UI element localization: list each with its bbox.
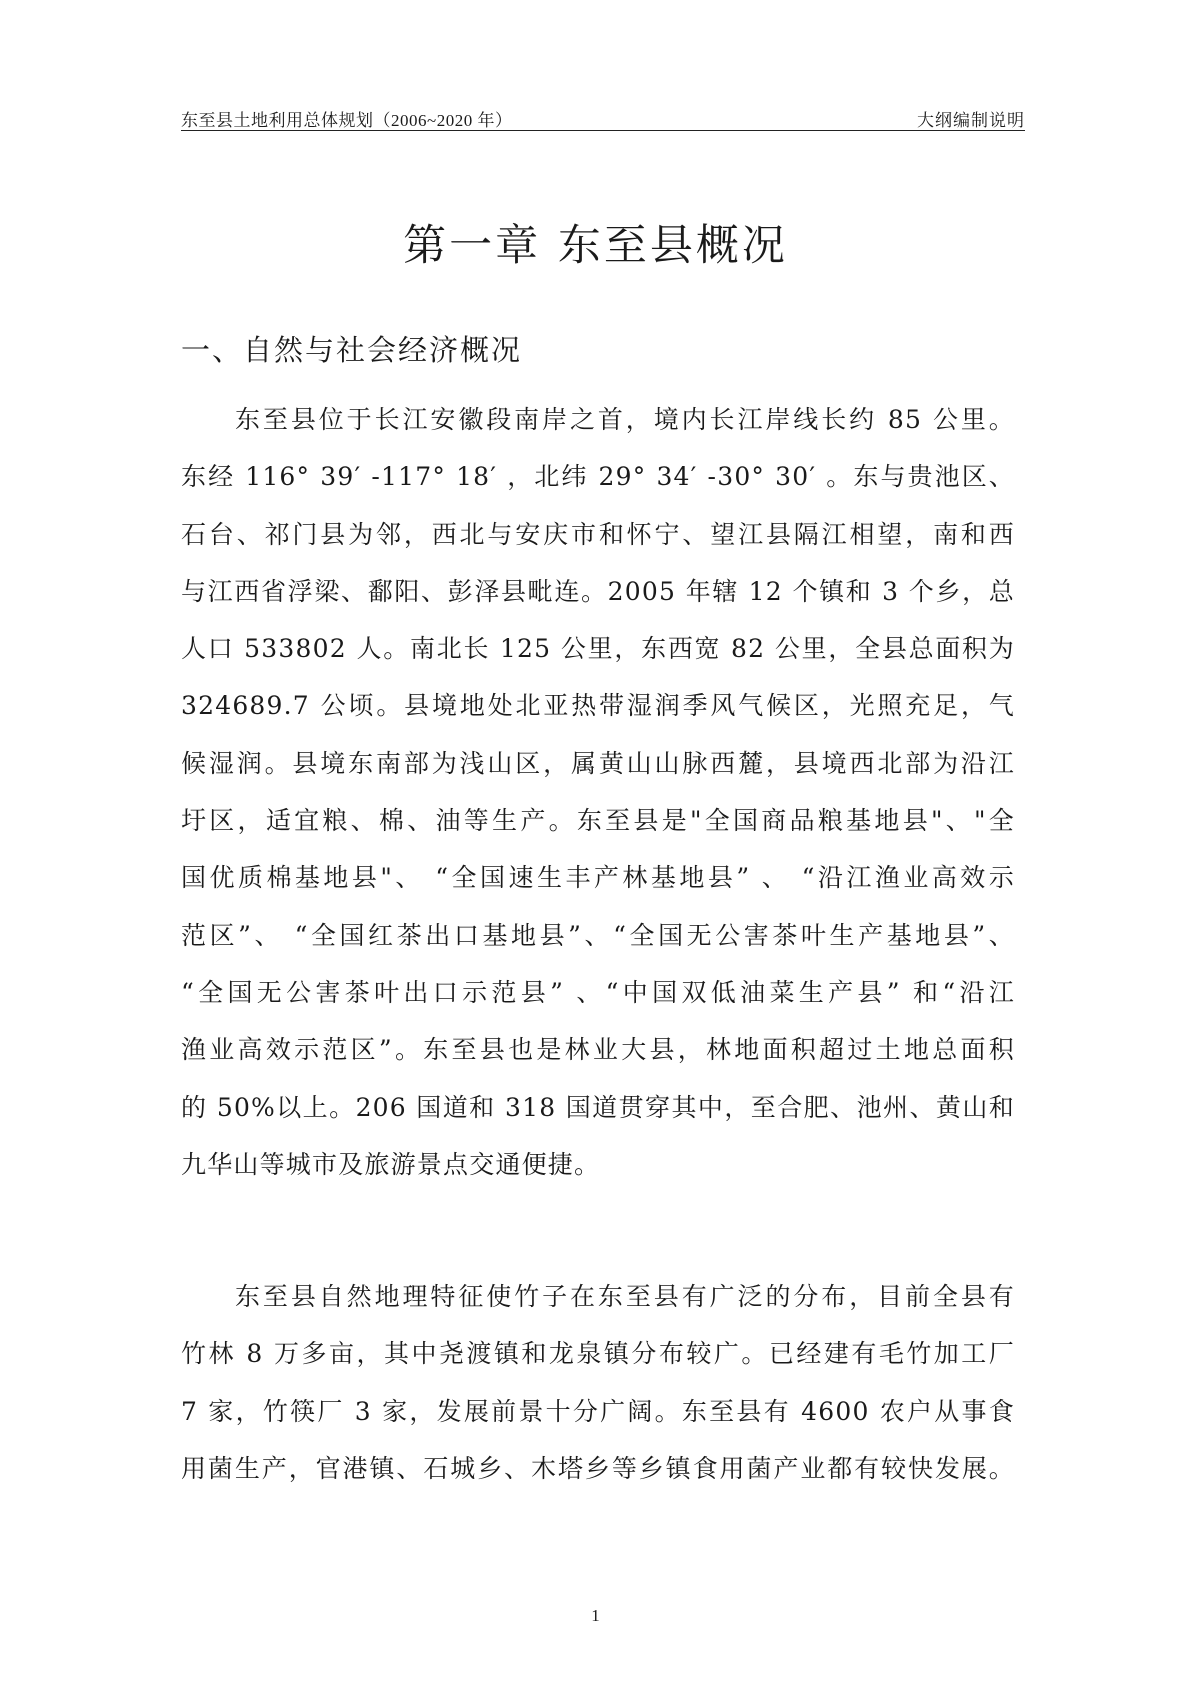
paragraph-line: 324689.7 公顷。县境地处北亚热带湿润季风气候区，光照充足，气 — [181, 691, 1015, 721]
paragraph-line: 竹林 8 万多亩，其中尧渡镇和龙泉镇分布较广。已经建有毛竹加工厂 — [181, 1339, 1015, 1369]
paragraph-line: 东至县位于长江安徽段南岸之首，境内长江岸线长约 85 公里。 — [235, 405, 1015, 434]
paragraph-line: 与江西省浮梁、鄱阳、彭泽县毗连。2005 年辖 12 个镇和 3 个乡，总 — [181, 576, 1015, 606]
section-heading: 一、自然与社会经济概况 — [181, 333, 523, 367]
paragraph-line: 用菌生产，官港镇、石城乡、木塔乡等乡镇食用菌产业都有较快发展。 — [181, 1453, 1015, 1483]
paragraph-line: 渔业高效示范区”。东至县也是林业大县，林地面积超过土地总面积 — [181, 1035, 1015, 1065]
paragraph-line: 圩区，适宜粮、棉、油等生产。东至县是"全国商品粮基地县"、"全 — [181, 806, 1015, 836]
paragraph-line: 九华山等城市及旅游景点交通便捷。 — [181, 1149, 601, 1179]
paragraph-line: 的 50%以上。206 国道和 318 国道贯穿其中，至合肥、池州、黄山和 — [181, 1092, 1015, 1122]
page-header — [181, 102, 1025, 131]
chapter-title: 第一章 东至县概况 — [403, 221, 788, 271]
page-number: 1 — [591, 1606, 600, 1625]
paragraph-2 — [181, 1268, 1015, 1497]
paragraph-line: 石台、祁门县为邻，西北与安庆市和怀宁、望江县隔江相望，南和西 — [181, 519, 1015, 549]
header-section-label: 大纲编制说明 — [917, 111, 1025, 130]
paragraph-line: 东经 116° 39′ -117° 18′ ，北纬 29° 34′ -30° 30′ 。东与贵池区、 — [181, 462, 1015, 492]
paragraph-1 — [181, 391, 1015, 1193]
paragraph-line: 人口 533802 人。南北长 125 公里，东西宽 82 公里，全县总面积为 — [181, 634, 1015, 664]
header-document-title: 东至县土地利用总体规划（2006~2020 年） — [181, 111, 513, 130]
paragraph-line: “全国无公害茶叶出口示范县” 、“中国双低油菜生产县” 和“沿江 — [181, 977, 1015, 1007]
paragraph-line: 候湿润。县境东南部为浅山区，属黄山山脉西麓，县境西北部为沿江 — [181, 748, 1015, 778]
paragraph-line: 范区”、 “全国红茶出口基地县”、“全国无公害茶叶生产基地县”、 — [181, 920, 1015, 950]
paragraph-line: 国优质棉基地县"、 “全国速生丰产林基地县” 、 “沿江渔业高效示 — [181, 863, 1015, 893]
paragraph-line: 7 家，竹筷厂 3 家，发展前景十分广阔。东至县有 4600 农户从事食 — [181, 1396, 1015, 1426]
paragraph-line: 东至县自然地理特征使竹子在东至县有广泛的分布，目前全县有 — [235, 1282, 1015, 1311]
